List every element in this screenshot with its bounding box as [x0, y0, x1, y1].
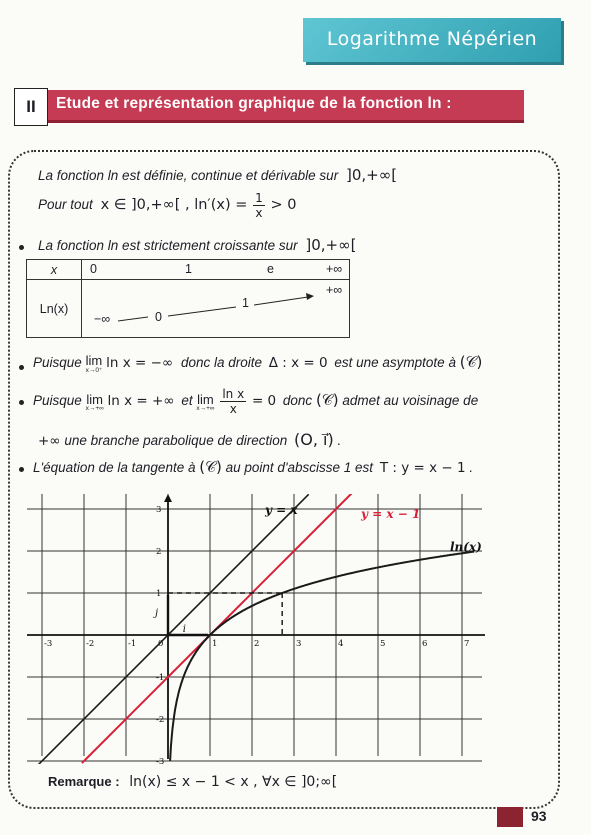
x-value: 1 — [185, 262, 192, 276]
remark-inequality: ln(x) ≤ x − 1 < x , ∀x ∈ ]0;∞[ — [129, 774, 338, 790]
chapter-title: Logarithme Népérien — [326, 28, 538, 50]
x-tick-label: 7 — [464, 639, 470, 649]
asymptote-line — [33, 353, 482, 374]
y-tick-label: -1 — [156, 673, 165, 683]
x-value: +∞ — [326, 262, 343, 276]
tangent-equation: T : y = x − 1 — [379, 460, 466, 476]
branch-text: admet au voisinage de — [342, 393, 479, 409]
x-value: e — [267, 262, 274, 276]
variation-table — [26, 259, 350, 338]
definition-line — [38, 166, 397, 184]
remark-label: Remarque : — [48, 774, 120, 789]
y-tick-label: -3 — [156, 757, 165, 764]
x-tick-label: -1 — [128, 639, 137, 649]
limit-at-infinity — [86, 392, 104, 412]
derivative-expression: x ∈ ]0,+∞[ , ln′(x) = — [100, 197, 248, 214]
ratio-value: = 0 — [251, 393, 277, 410]
derivative-fraction — [253, 191, 265, 220]
section-title: Etude et représentation graphique de la fonction ln : — [56, 95, 452, 112]
curve-symbol: (𝒞) — [315, 391, 339, 410]
limit-value: ln x = −∞ — [106, 355, 174, 372]
x-tick-label: -2 — [86, 639, 95, 649]
branch-et: et — [181, 393, 193, 409]
ratio-denominator: x — [229, 402, 237, 416]
asymptote-text-2: est une asymptote à — [334, 355, 456, 371]
chapter-banner — [303, 18, 561, 62]
table-variation — [82, 280, 350, 338]
label-ln: ln(x) — [450, 540, 482, 554]
label-y-equals-x: y = x — [265, 503, 298, 517]
j-label: j — [155, 608, 159, 620]
period: . — [469, 460, 474, 475]
x-value: 0 — [90, 262, 97, 276]
derivative-sign: > 0 — [270, 197, 297, 214]
asymptote-equation: Δ : x = 0 — [268, 355, 328, 372]
asymptote-puisque: Puisque — [33, 355, 82, 371]
lim-word: lim — [197, 391, 214, 407]
x-tick-label: -3 — [44, 639, 53, 649]
x-tick-label: 3 — [296, 639, 302, 649]
derivative-numerator: 1 — [255, 191, 263, 205]
direction-vector: (O, i⃗) — [294, 430, 334, 449]
tangent-text: L'équation de la tangente à — [33, 460, 196, 475]
page-number-tab — [497, 807, 523, 827]
origin-label: 0 — [158, 639, 164, 649]
definition-text: La fonction ln est définie, continue et dérivable sur — [38, 168, 339, 183]
variation-value: +∞ — [326, 283, 343, 297]
graph-labels — [44, 503, 482, 764]
derivative-intro: Pour tout — [38, 197, 93, 213]
lim-subscript: x→0⁺ — [85, 367, 103, 374]
ratio-numerator: ln x — [222, 387, 245, 401]
label-tangent: y = x − 1 — [361, 507, 421, 521]
tangent-line — [33, 458, 473, 476]
definition-interval: ]0,+∞[ — [345, 166, 398, 184]
lim-subscript: x→+∞ — [196, 404, 215, 412]
variation-value: 1 — [242, 296, 249, 310]
monotonic-text: La fonction ln est strictement croissante sur — [38, 238, 298, 253]
remark-line — [48, 774, 337, 790]
lim-word: lim — [85, 353, 103, 368]
x-tick-label: 5 — [380, 639, 386, 649]
derivative-line — [38, 191, 297, 220]
section-number: II — [14, 88, 48, 126]
curve-symbol: (𝒞) — [459, 353, 483, 372]
limit-at-zero — [86, 353, 103, 374]
x-tick-label: 2 — [254, 639, 260, 649]
y-tick-label: 1 — [156, 589, 162, 599]
branch-line-2 — [38, 430, 341, 449]
asymptote-text: donc la droite — [180, 355, 262, 371]
ln-curve — [170, 552, 474, 761]
i-label: i — [182, 624, 186, 635]
lim-word: lim — [86, 391, 103, 407]
tangent-text-2: au point d'abscisse 1 est — [225, 460, 374, 475]
ln-graph — [27, 494, 487, 764]
graph-curves — [38, 494, 474, 764]
table-x-values — [82, 260, 350, 280]
lim-subscript: x→+∞ — [85, 404, 104, 412]
monotonic-interval: ]0,+∞[ — [305, 236, 357, 254]
derivative-denominator: x — [255, 206, 263, 220]
bullet — [19, 400, 24, 405]
y-tick-label: 3 — [156, 505, 162, 515]
table-header-x: x — [27, 260, 82, 280]
infinity-symbol: +∞ — [38, 433, 61, 449]
bullet — [19, 245, 24, 250]
table-row-label: Ln(x) — [27, 280, 82, 338]
page-number: 93 — [531, 808, 547, 824]
y-axis-arrow — [164, 494, 172, 502]
limit-ratio — [196, 392, 214, 412]
variation-arrows — [82, 280, 352, 338]
y-tick-label: -2 — [156, 715, 165, 725]
monotonic-line — [38, 236, 356, 254]
x-tick-label: 6 — [422, 639, 428, 649]
bullet — [19, 467, 24, 472]
x-tick-label: 4 — [338, 639, 344, 649]
branch-direction-text: une branche parabolique de direction — [64, 433, 288, 448]
branch-puisque: Puisque — [33, 393, 82, 409]
bullet — [19, 365, 24, 370]
period: . — [337, 433, 342, 448]
variation-value: −∞ — [94, 312, 111, 326]
x-tick-label: 1 — [212, 639, 218, 649]
tangent-line — [82, 494, 361, 763]
ratio-fraction — [220, 387, 246, 416]
y-tick-label: 2 — [156, 547, 162, 557]
branch-line — [33, 387, 478, 416]
graph-grid — [27, 494, 482, 761]
curve-symbol: (𝒞) — [199, 458, 222, 476]
limit-value: ln x = +∞ — [107, 393, 175, 410]
branch-donc: donc — [282, 393, 313, 409]
variation-value: 0 — [155, 310, 162, 324]
